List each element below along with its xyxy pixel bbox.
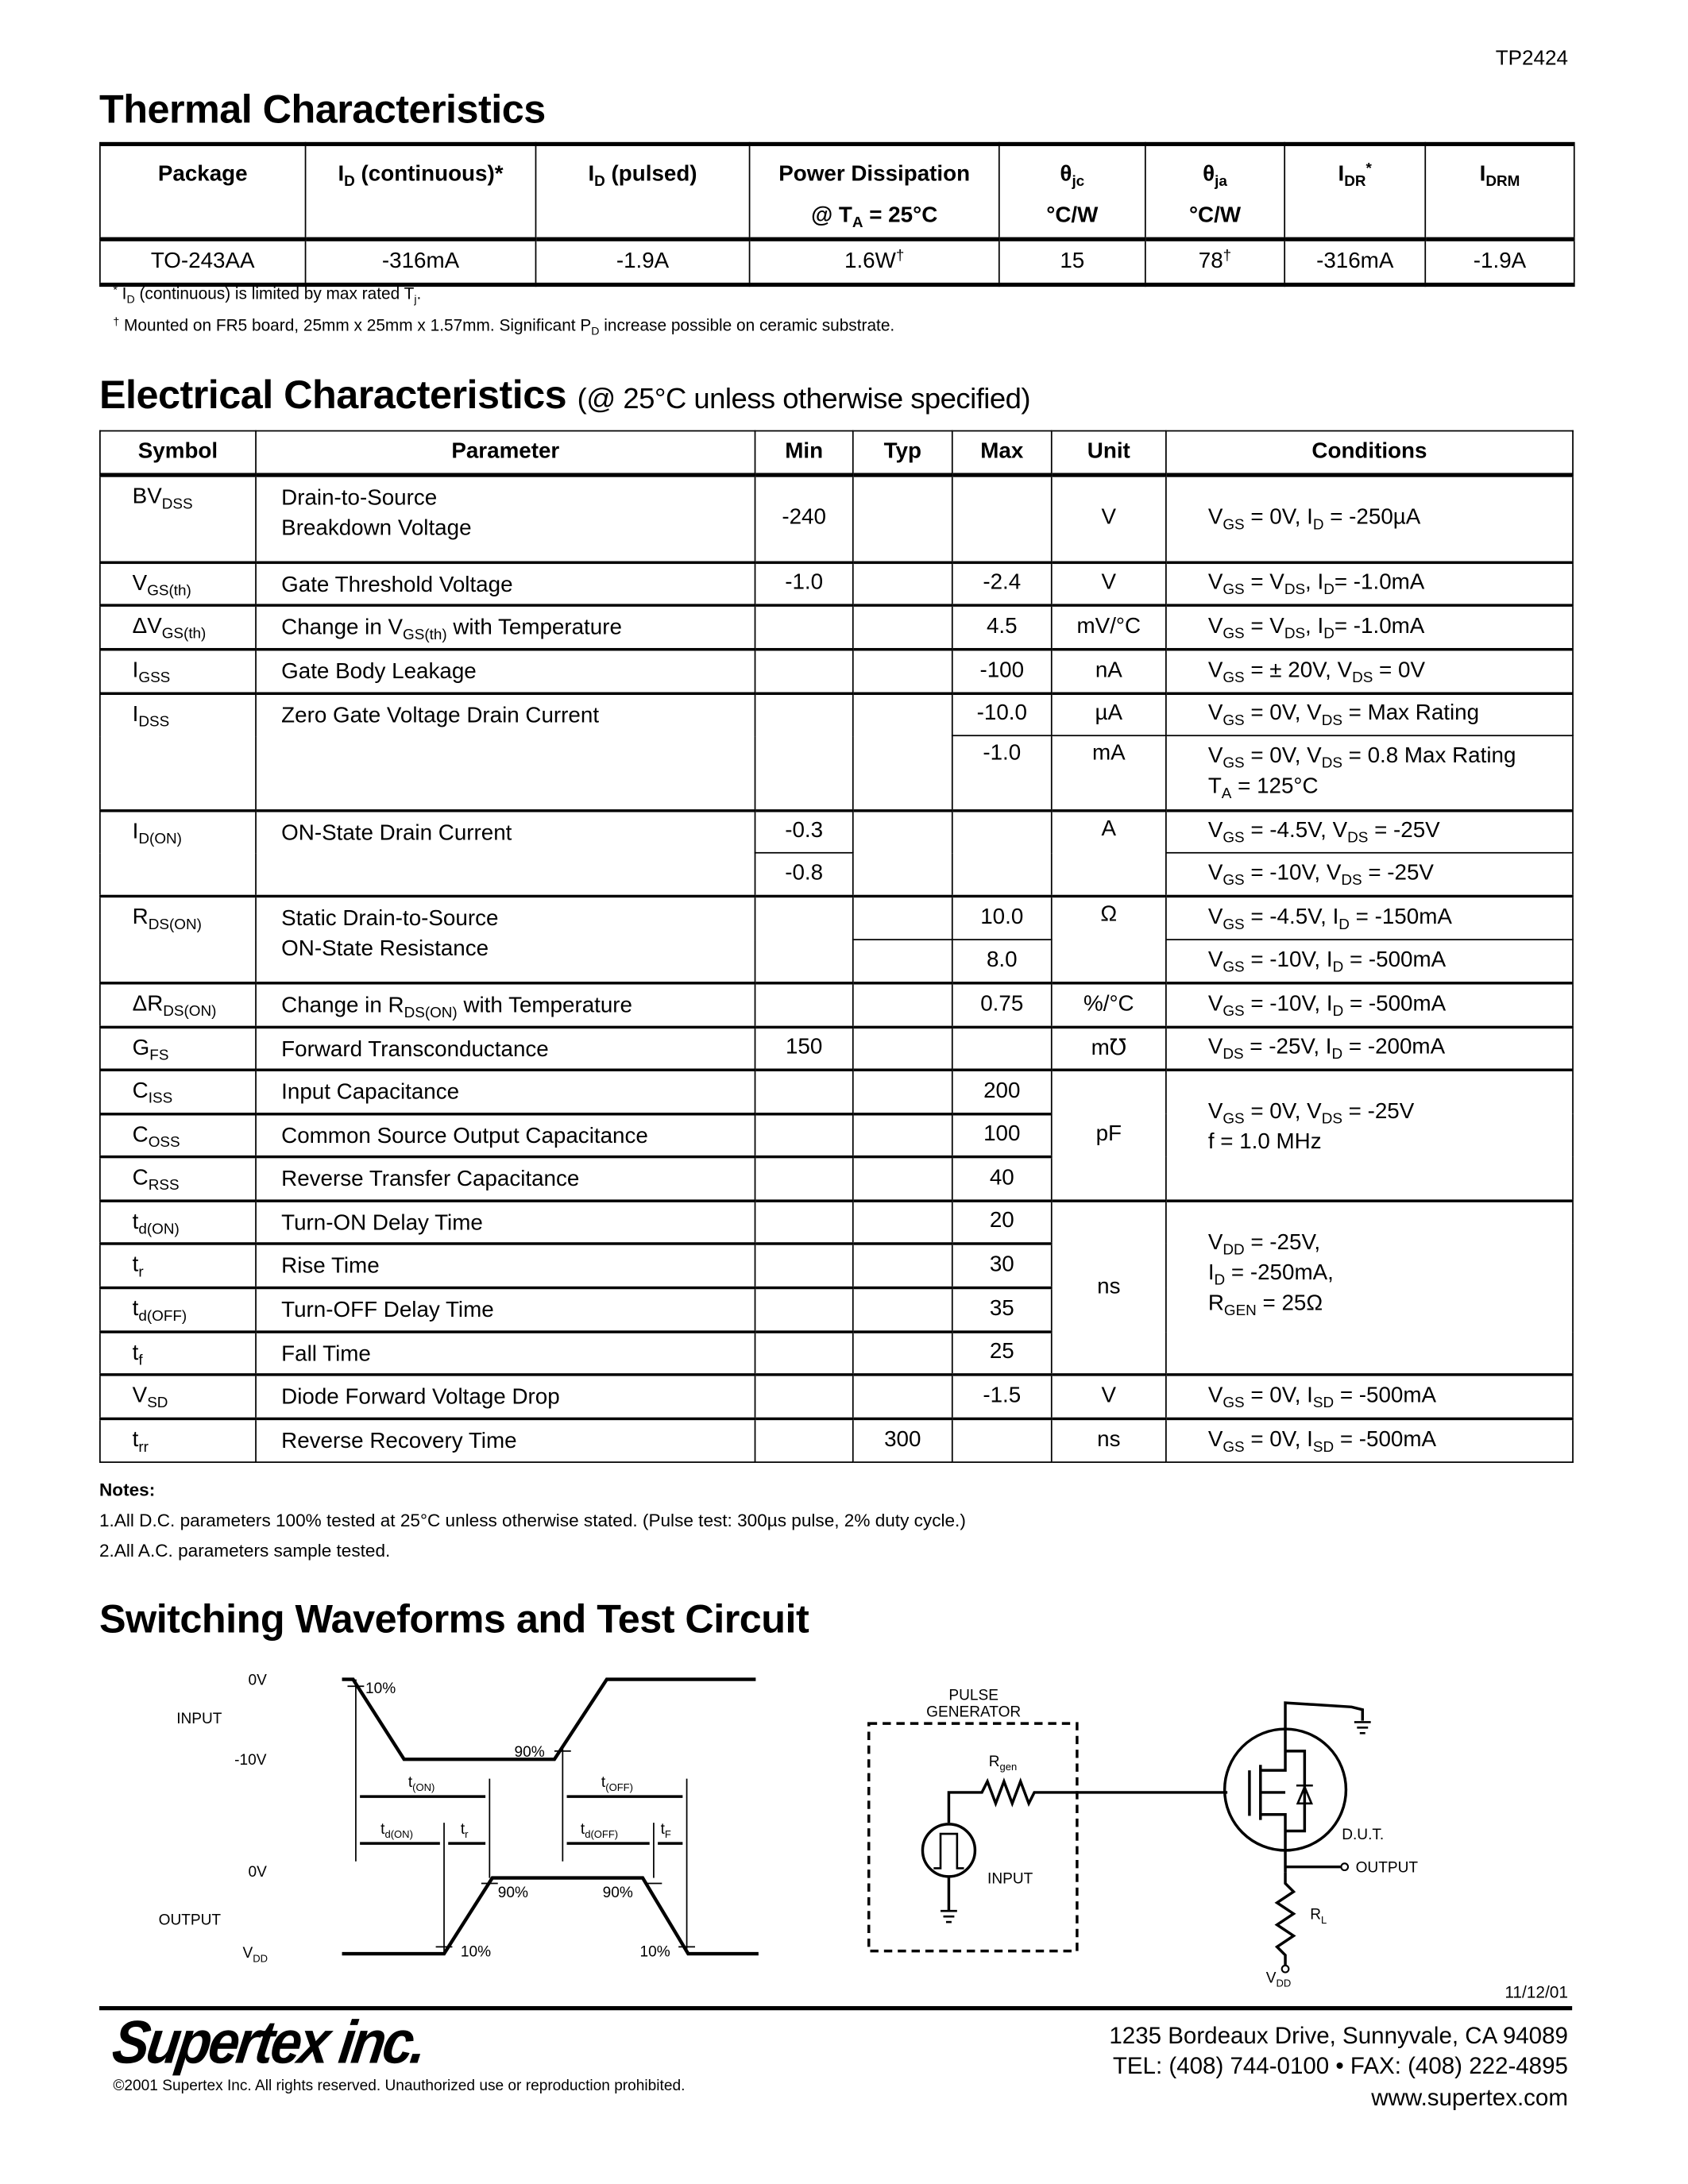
thermal-title: Thermal Characteristics bbox=[98, 88, 546, 133]
unit: V bbox=[1052, 561, 1166, 604]
label-tf: $t_F$ bbox=[660, 1821, 671, 1841]
parameter: Gate Body Leakage bbox=[256, 649, 755, 693]
label-10pct: 10% bbox=[365, 1680, 396, 1697]
header-typ: Typ bbox=[853, 431, 952, 476]
thermal-cell: -1.9A bbox=[535, 239, 749, 284]
thermal-cell: -316mA bbox=[306, 239, 536, 284]
parameter: Reverse Recovery Time bbox=[256, 1418, 755, 1463]
conditions: $V_{GS} = 0V$, $I_{SD} = -500mA$ bbox=[1166, 1418, 1573, 1463]
header-unit: Unit bbox=[1052, 431, 1166, 476]
conditions: $V_{GS}$ = ± 20V, $V_{DS} = 0V$ bbox=[1166, 649, 1573, 693]
circuit-labels bbox=[926, 1688, 1418, 1989]
part-number: TP2424 bbox=[1495, 47, 1568, 71]
max: 20 bbox=[952, 1200, 1052, 1243]
max: -10.0 bbox=[952, 693, 1052, 735]
parameter: Turn-OFF Delay Time bbox=[256, 1287, 755, 1332]
label-output: OUTPUT bbox=[158, 1912, 222, 1929]
label-0v-output: 0V bbox=[248, 1863, 267, 1881]
timing-guides bbox=[347, 1680, 694, 1954]
thermal-cell: 15 bbox=[999, 239, 1145, 284]
conditions: $V_{GS} = V_{DS}$, $I_D= -1.0mA$ bbox=[1166, 561, 1573, 604]
thermal-header: $\theta_{jc}$ °C/W bbox=[999, 144, 1145, 239]
waveform-labels bbox=[159, 1673, 671, 1965]
symbol: $I_{GSS}$ bbox=[100, 649, 256, 693]
header-max: Max bbox=[952, 431, 1052, 476]
max: -100 bbox=[952, 649, 1052, 693]
parameter: Change in $V_{GS(th)}$ with Temperature bbox=[256, 604, 755, 649]
unit: V bbox=[1052, 475, 1166, 561]
label-90pct: 90% bbox=[514, 1743, 545, 1761]
thermal-header: Package bbox=[100, 144, 306, 239]
label-t-off: $t_{(OFF)}$ bbox=[601, 1773, 633, 1794]
unit: Ω bbox=[1052, 896, 1166, 982]
unit: m℧ bbox=[1052, 1027, 1166, 1070]
note-item: 1.All D.C. parameters 100% tested at 25°C unless otherwise stated. (Pulse test: 300µs pulse, 2% duty cycle.) bbox=[98, 1510, 966, 1531]
conditions: $V_{GS} = -4.5V$, $I_D = -150mA$ bbox=[1166, 896, 1573, 940]
conditions: $V_{GS} = -10V$, $I_D = -500mA$ bbox=[1166, 982, 1573, 1027]
output-waveform bbox=[342, 1878, 759, 1954]
parameter: Gate Threshold Voltage bbox=[256, 561, 755, 604]
symbol: $BV_{DSS}$ bbox=[100, 475, 256, 561]
symbol: $t_{rr}$ bbox=[100, 1418, 256, 1463]
conditions: $V_{GS} = 0V$, $I_D = -250\mu A$ bbox=[1166, 475, 1573, 561]
parameter: Turn-ON Delay Time bbox=[256, 1200, 755, 1243]
address: 1235 Bordeaux Drive, Sunnyvale, CA 94089 bbox=[1109, 2022, 1568, 2049]
conditions: $V_{GS} = 0V$, $V_{DS} = -25V$ f = 1.0 MHz bbox=[1166, 1069, 1573, 1200]
symbol: $I_{D(ON)}$ bbox=[100, 810, 256, 896]
parameter: Static Drain-to-Source ON-State Resistance bbox=[256, 896, 755, 982]
conditions: $V_{GS} = 0V$, $V_{DS}$ = Max Rating bbox=[1166, 693, 1573, 735]
header-conditions: Conditions bbox=[1166, 431, 1573, 476]
electrical-title-text: Electrical Characteristics bbox=[98, 373, 567, 419]
thermal-header: Power Dissipation @ $T_A = 25^\circ C$ bbox=[750, 144, 999, 239]
symbol: $C_{OSS}$ bbox=[100, 1113, 256, 1156]
parameter: ON-State Drain Current bbox=[256, 810, 755, 896]
thermal-header: $I_{DRM}$ bbox=[1425, 144, 1574, 239]
label-td-on: $t_{d(ON)}$ bbox=[380, 1821, 413, 1841]
min: -240 bbox=[755, 475, 853, 561]
rgen-resistor bbox=[948, 1781, 1227, 1823]
supertex-logo: Supertex inc. bbox=[108, 2009, 429, 2077]
label-10pct: 10% bbox=[460, 1943, 492, 1961]
symbol: $\Delta R_{DS(ON)}$ bbox=[100, 982, 256, 1027]
thermal-header: $I_{DR}^*$ bbox=[1284, 144, 1425, 239]
input-waveform bbox=[342, 1680, 756, 1760]
unit: V bbox=[1052, 1374, 1166, 1418]
max: 40 bbox=[952, 1156, 1052, 1201]
max: 8.0 bbox=[952, 940, 1052, 982]
conditions: $V_{GS} = V_{DS}$, $I_D= -1.0mA$ bbox=[1166, 604, 1573, 649]
unit: mA bbox=[1052, 735, 1166, 810]
notes-title: Notes: bbox=[98, 1479, 156, 1500]
thermal-cell: TO-243AA bbox=[100, 239, 306, 284]
label-rl: $R_L$ bbox=[1310, 1906, 1327, 1926]
conditions: $V_{DS} = -25V$, $I_D = -200mA$ bbox=[1166, 1027, 1573, 1070]
switching-title: Switching Waveforms and Test Circuit bbox=[98, 1598, 809, 1642]
header-symbol: Symbol bbox=[100, 431, 256, 476]
electrical-subtitle: (@ 25°C unless otherwise specified) bbox=[577, 383, 1031, 415]
revision-date: 11/12/01 bbox=[1505, 1982, 1568, 2002]
conditions: $V_{GS} = 0V$, $V_{DS} = 0.8$ Max Rating $T_A = 125^\circ C$ bbox=[1166, 735, 1573, 810]
symbol: $R_{DS(ON)}$ bbox=[100, 896, 256, 982]
conditions: $V_{GS} = 0V$, $I_{SD} = -500mA$ bbox=[1166, 1374, 1573, 1418]
output-terminal bbox=[1341, 1863, 1348, 1870]
symbol: $t_{d(OFF)}$ bbox=[100, 1287, 256, 1332]
label-vdd: $V_{DD}$ bbox=[1265, 1970, 1292, 1989]
copyright: ©2001 Supertex Inc. All rights reserved. Unauthorized use or reproduction prohibited. bbox=[113, 2078, 686, 2095]
min: -1.0 bbox=[755, 561, 853, 604]
thermal-cell: 1.6W† bbox=[750, 239, 999, 284]
vdd-terminal bbox=[1282, 1966, 1289, 1973]
label-generator: GENERATOR bbox=[926, 1704, 1022, 1721]
symbol: $C_{RSS}$ bbox=[100, 1156, 256, 1201]
parameter: Reverse Transfer Capacitance bbox=[256, 1156, 755, 1201]
label-10pct: 10% bbox=[639, 1943, 670, 1961]
symbol: $V_{GS(th)}$ bbox=[100, 561, 256, 604]
parameter: Common Source Output Capacitance bbox=[256, 1113, 755, 1156]
max: 35 bbox=[952, 1287, 1052, 1332]
label-90pct: 90% bbox=[497, 1884, 528, 1901]
conditions: $V_{DD} = -25V$, $I_D = -250mA$, $R_{GEN} = 25\Omega$ bbox=[1166, 1200, 1573, 1374]
min: -0.8 bbox=[755, 853, 853, 896]
header-min: Min bbox=[755, 431, 853, 476]
symbol: $t_f$ bbox=[100, 1331, 256, 1374]
max: 200 bbox=[952, 1069, 1052, 1113]
waveforms bbox=[342, 1680, 759, 1954]
label-td-off: $t_{d(OFF)}$ bbox=[580, 1821, 619, 1841]
rl-resistor bbox=[1277, 1873, 1294, 1965]
label-pulse: PULSE bbox=[948, 1687, 999, 1704]
thermal-cell: 78† bbox=[1145, 239, 1284, 284]
max: 0.75 bbox=[952, 982, 1052, 1027]
footnote: † Mounted on FR5 board, 25mm x 25mm x 1.57mm. Significant $P_D$ increase possible on ceramic substrate. bbox=[113, 315, 895, 338]
label-0v-input: 0V bbox=[248, 1672, 267, 1689]
thermal-header: $I_D$ (continuous)* bbox=[306, 144, 536, 239]
symbol: $t_{d(ON)}$ bbox=[100, 1200, 256, 1243]
typ: 300 bbox=[853, 1418, 952, 1463]
max: 10.0 bbox=[952, 896, 1052, 940]
label-90pct: 90% bbox=[602, 1884, 633, 1901]
unit: mV/°C bbox=[1052, 604, 1166, 649]
label-input: INPUT bbox=[176, 1711, 222, 1728]
label-output: OUTPUT bbox=[1355, 1859, 1419, 1877]
unit: µA bbox=[1052, 693, 1166, 735]
max: -1.0 bbox=[952, 735, 1052, 810]
thermal-cell: -1.9A bbox=[1425, 239, 1574, 284]
unit: ns bbox=[1052, 1418, 1166, 1463]
parameter: Drain-to-Source Breakdown Voltage bbox=[256, 475, 755, 561]
unit: %/°C bbox=[1052, 982, 1166, 1027]
footnote: * $I_D$ (continuous) is limited by max rated $T_j$. bbox=[113, 284, 422, 307]
label-dut: D.U.T. bbox=[1342, 1826, 1385, 1843]
symbol: $I_{DSS}$ bbox=[100, 693, 256, 810]
conditions: $V_{GS} = -10V$, $I_D = -500mA$ bbox=[1166, 940, 1573, 982]
ground-icon bbox=[941, 1911, 957, 1922]
note-item: 2.All A.C. parameters sample tested. bbox=[98, 1540, 391, 1561]
label-t-on: $t_{(ON)}$ bbox=[408, 1773, 435, 1794]
symbol: $G_{FS}$ bbox=[100, 1027, 256, 1070]
ground-icon bbox=[1354, 1722, 1371, 1733]
website-link[interactable]: www.supertex.com bbox=[1371, 2084, 1568, 2111]
thermal-header: $\theta_{ja}$ °C/W bbox=[1145, 144, 1284, 239]
parameter: Rise Time bbox=[256, 1243, 755, 1287]
phone-fax: TEL: (408) 744-0100 • FAX: (408) 222-4895 bbox=[1112, 2053, 1568, 2080]
min: 150 bbox=[755, 1027, 853, 1070]
max: -1.5 bbox=[952, 1374, 1052, 1418]
pulse-source bbox=[922, 1824, 975, 1877]
label-minus10v: -10V bbox=[234, 1752, 267, 1769]
unit: nA bbox=[1052, 649, 1166, 693]
max: 4.5 bbox=[952, 604, 1052, 649]
label-input: INPUT bbox=[987, 1870, 1033, 1888]
min: -0.3 bbox=[755, 810, 853, 853]
symbol: $\Delta V_{GS(th)}$ bbox=[100, 604, 256, 649]
conditions: $V_{GS} = -4.5V$, $V_{DS} = -25V$ bbox=[1166, 810, 1573, 853]
parameter: Zero Gate Voltage Drain Current bbox=[256, 693, 755, 810]
thermal-cell: -316mA bbox=[1284, 239, 1425, 284]
symbol: $V_{SD}$ bbox=[100, 1374, 256, 1418]
label-vdd: $V_{DD}$ bbox=[242, 1945, 268, 1965]
label-rgen: $R_{gen}$ bbox=[988, 1753, 1018, 1773]
unit: ns bbox=[1052, 1200, 1166, 1374]
symbol: $t_r$ bbox=[100, 1243, 256, 1287]
thermal-header: $I_D$ (pulsed) bbox=[535, 144, 749, 239]
test-circuit bbox=[869, 1703, 1371, 1972]
parameter: Forward Transconductance bbox=[256, 1027, 755, 1070]
header-parameter: Parameter bbox=[256, 431, 755, 476]
parameter: Input Capacitance bbox=[256, 1069, 755, 1113]
pulse-icon bbox=[933, 1834, 964, 1868]
parameter: Change in $R_{DS(ON)}$ with Temperature bbox=[256, 982, 755, 1027]
max: 25 bbox=[952, 1331, 1052, 1374]
label-tr: $t_r$ bbox=[460, 1821, 469, 1841]
conditions: $V_{GS} = -10V$, $V_{DS} = -25V$ bbox=[1166, 853, 1573, 896]
max: 100 bbox=[952, 1113, 1052, 1156]
unit: A bbox=[1052, 810, 1166, 896]
unit: pF bbox=[1052, 1069, 1166, 1200]
parameter: Fall Time bbox=[256, 1331, 755, 1374]
parameter: Diode Forward Voltage Drop bbox=[256, 1374, 755, 1418]
max: 30 bbox=[952, 1243, 1052, 1287]
max: -2.4 bbox=[952, 561, 1052, 604]
symbol: $C_{ISS}$ bbox=[100, 1069, 256, 1113]
